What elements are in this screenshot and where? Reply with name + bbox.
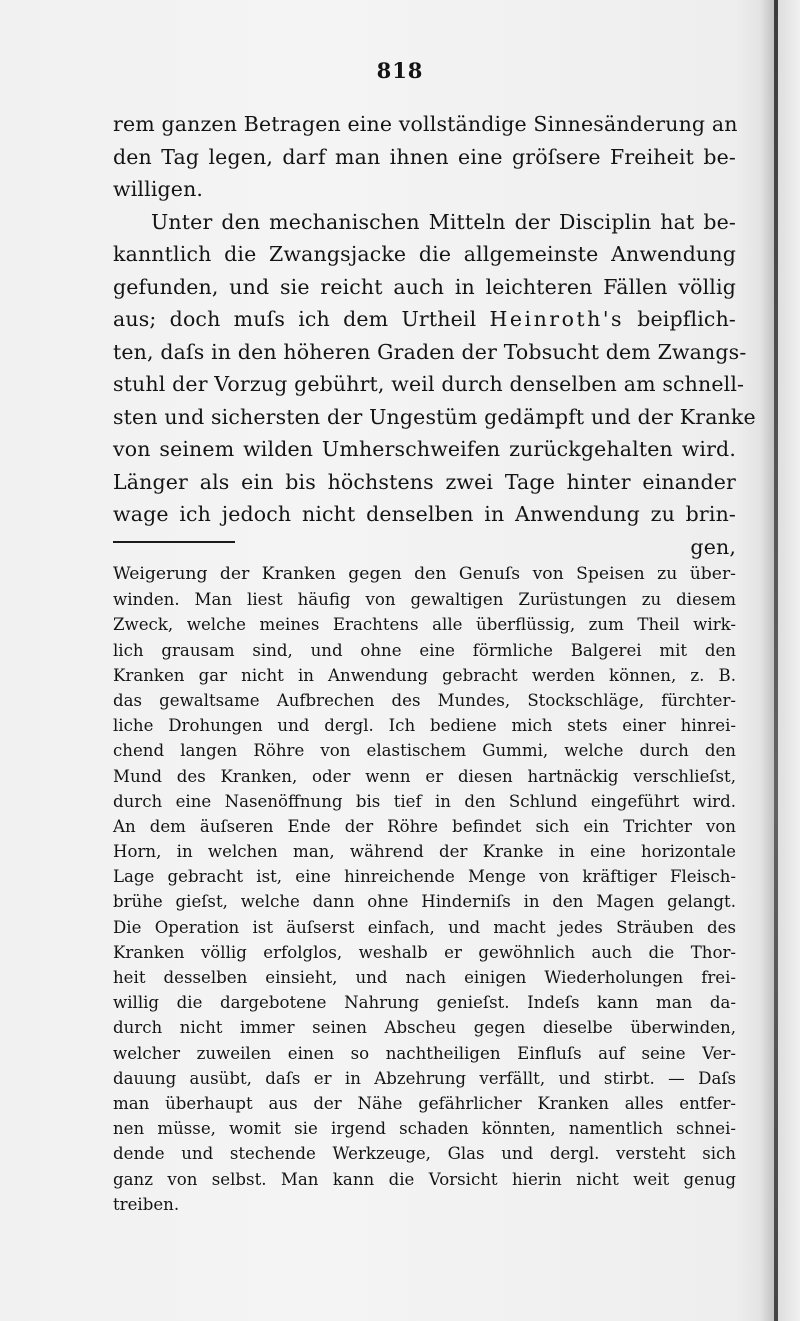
footnote-line: heit desselben einsieht, und nach einigen Wiederholungen frei- [113, 968, 736, 987]
main-text-line: von seinem wilden Umherschweifen zurückgehalten wird. [113, 437, 736, 461]
footnote-line: welcher zuweilen einen so nachtheiligen Einfluſs auf seine Ver- [113, 1043, 736, 1063]
main-text-line: gefunden, und sie reicht auch in leichteren Fällen völlig [113, 274, 736, 299]
footnote-line: man überhaupt aus der Nähe gefährlicher Kranken alles entfer- [113, 1093, 736, 1113]
footnote-line: Die Operation ist äuſserst einfach, und macht jedes Sträuben des [113, 917, 736, 937]
page-spine-edge [774, 0, 778, 1321]
main-text-line: ten, daſs in den höheren Graden der Tobsucht dem Zwangs- [113, 339, 747, 364]
footnote-line: brühe gieſst, welche dann ohne Hinderniſs in den Magen gelangt. [113, 892, 736, 912]
footnote-line: ganz von selbst. Man kann die Vorsicht hierin nicht weit genug [113, 1169, 736, 1189]
footnote-line: dende und stechende Werkzeuge, Glas und dergl. versteht sich [113, 1144, 736, 1164]
footnote-line: chend langen Röhre von elastischem Gummi, welche durch den [113, 741, 736, 761]
footnote-line: Kranken gar nicht in Anwendung gebracht werden können, z. B. [113, 665, 736, 685]
main-text-line: wage ich jedoch nicht denselben in Anwendung zu brin- [113, 502, 736, 526]
footnote-line: liche Drohungen und dergl. Ich bediene mich stets einer hinrei- [113, 716, 736, 736]
main-text-line: den Tag legen, darf man ihnen eine gröſsere Freiheit be- [113, 144, 736, 169]
footnote-line: durch nicht immer seinen Abscheu gegen dieselbe überwinden, [113, 1018, 736, 1038]
author-name-spaced: Heinroth's [489, 307, 625, 331]
page-number: 818 [376, 58, 424, 83]
footnote-line: durch eine Nasenöffnung bis tief in den Schlund eingeführt wird. [113, 791, 736, 811]
main-text-line: stuhl der Vorzug gebührt, weil durch denselben am schnell- [113, 372, 745, 396]
footnote-line: Lage gebracht ist, eine hinreichende Menge von kräftiger Fleisch- [113, 867, 736, 887]
footnote-separator-rule [113, 541, 235, 543]
main-text-line-end: gen, [690, 534, 736, 559]
footnote-line: lich grausam sind, und ohne eine förmliche Balgerei mit den [113, 640, 736, 660]
main-text-line-with-name [113, 303, 736, 336]
main-text-line: rem ganzen Betragen eine vollständige Sinnesänderung an [113, 112, 738, 136]
main-text-line: sten und sichersten der Ungestüm gedämpft und der Kranke [113, 404, 756, 429]
main-text-line: kanntlich die Zwangsjacke die allgemeinste Anwendung [113, 242, 736, 266]
main-text-segment: beipflich- [624, 307, 736, 331]
page-gutter-shadow [760, 0, 774, 1321]
footnote-line: nen müsse, womit sie irgend schaden könnten, namentlich schnei- [113, 1119, 736, 1139]
footnote-line: Zweck, welche meines Erachtens alle überflüssig, zum Theil wirk- [113, 615, 736, 635]
footnote-line: dauung ausübt, daſs er in Abzehrung verfällt, und stirbt. — Daſs [113, 1068, 736, 1088]
footnote-line: Mund des Kranken, oder wenn er diesen hartnäckig verschlieſst, [113, 766, 736, 786]
footnote-line: Horn, in welchen man, während der Kranke in eine horizontale [113, 842, 736, 862]
main-text-line: Länger als ein bis höchstens zwei Tage hinter einander [113, 469, 736, 494]
footnote-line: willig die dargebotene Nahrung genieſst. Indeſs kann man da- [113, 993, 736, 1013]
main-text-block [113, 108, 756, 563]
footnote-line: winden. Man liest häufig von gewaltigen Zurüstungen zu diesem [113, 590, 736, 610]
main-text-line: willigen. [113, 177, 204, 201]
main-text-segment: aus; doch muſs ich dem Urtheil [113, 307, 490, 331]
main-text-line: Unter den mechanischen Mitteln der Disciplin hat be- [151, 209, 736, 234]
footnote-line: Kranken völlig erfolglos, weshalb er gewöhnlich auch die Thor- [113, 942, 736, 962]
footnote-line: Weigerung der Kranken gegen den Genuſs von Speisen zu über- [113, 564, 736, 584]
footnote-line: das gewaltsame Aufbrechen des Mundes, Stockschläge, fürchter- [113, 690, 736, 710]
footnote-line: An dem äuſseren Ende der Röhre befindet sich ein Trichter von [113, 816, 736, 836]
footnote-block [113, 562, 736, 1217]
footnote-line: treiben. [113, 1194, 180, 1214]
